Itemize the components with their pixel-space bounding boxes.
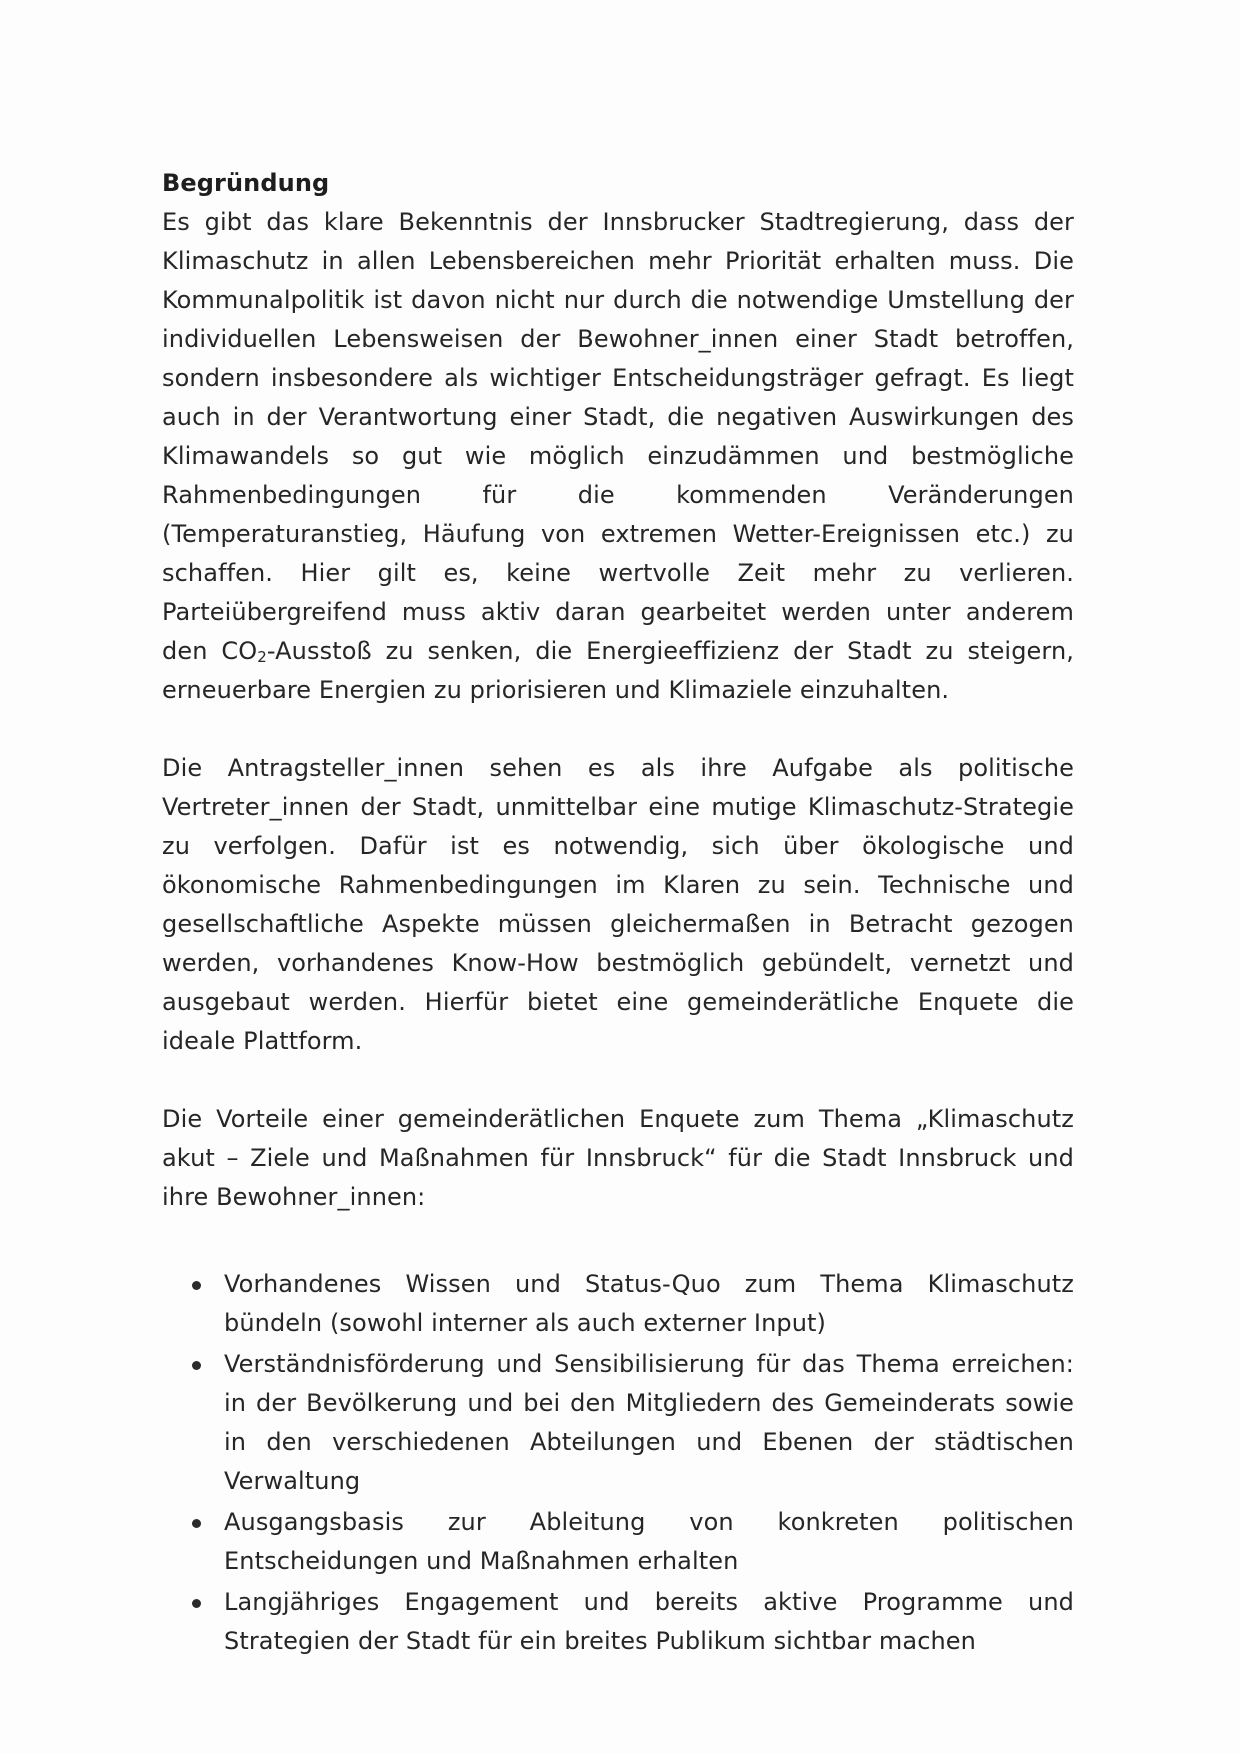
co2-subscript: 2 [257,648,267,666]
paragraph-justification-text-end: -Ausstoß zu senken, die Energieeffizienz der Stadt zu steigern, erneuerbare Energien zu priorisieren und Klimaziele einzuhalten. [162,637,1074,704]
list-item-text: Ausgangsbasis zur Ableitung von konkreten politischen Entscheidungen und Maßnahmen erhalten [224,1508,1074,1575]
advantages-list [162,1265,1074,1661]
bullet-dot-icon [192,1361,201,1370]
paragraph-applicants: Die Antragsteller_innen sehen es als ihre Aufgabe als politische Vertreter_innen der Stadt, unmittelbar eine mutige Klimaschutz-Strategie zu verfolgen. Dafür ist es notwendig, sich über ökologische und ökonomische Rahmenbedingungen im Klaren zu sein. Technische und gesellschaftliche Aspekte müssen gleichermaßen in Betracht gezogen werden, vorhandenes Know-How bestmöglich gebündelt, vernetzt und ausgebaut werden. Hierfür bietet eine gemeinderätliche Enquete die ideale Plattform. [162,754,1074,1055]
list-item-text: Vorhandenes Wissen und Status-Quo zum Thema Klimaschutz bündeln (sowohl interner als auch externer Input) [224,1270,1074,1337]
bullet-dot-icon [192,1281,201,1290]
paragraph-justification [162,203,1074,710]
list-item-text: Verständnisförderung und Sensibilisierung für das Thema erreichen: in der Bevölkerung und bei den Mitgliedern des Gemeinderats sowie in den verschiedenen Abteilungen und Ebenen der städtischen Verwaltung [224,1350,1074,1495]
list-item [162,1583,1074,1661]
list-item [162,1345,1074,1501]
bullet-dot-icon [192,1599,201,1608]
section-heading: Begründung [162,169,330,197]
paragraph-advantages-intro: Die Vorteile einer gemeinderätlichen Enquete zum Thema „Klimaschutz akut – Ziele und Maßnahmen für Innsbruck“ für die Stadt Innsbruck und ihre Bewohner_innen: [162,1105,1074,1211]
document-body [162,164,1074,1663]
paragraph-justification-text-start: Es gibt das klare Bekenntnis der Innsbrucker Stadtregierung, dass der Klimaschutz in allen Lebensbereichen mehr Priorität erhalten muss. Die Kommunalpolitik ist davon nicht nur durch die notwendige Umstellung der individuellen Lebensweisen der Bewohner_innen einer Stadt betroffen, sondern insbesondere als wichtiger Entscheidungsträger gefragt. Es liegt auch in der Verantwortung einer Stadt, die negativen Auswirkungen des Klimawandels so gut wie möglich einzudämmen und bestmögliche Rahmenbedingungen für die kommenden Veränderungen (Temperaturanstieg, Häufung von extremen Wetter-Ereignissen etc.) zu schaffen. Hier gilt es, keine wertvolle Zeit mehr zu verlieren. Parteiübergreifend muss aktiv daran gearbeitet werden unter anderem den CO [162,208,1074,665]
list-item [162,1503,1074,1581]
list-item [162,1265,1074,1343]
list-item-text: Langjähriges Engagement und bereits aktive Programme und Strategien der Stadt für ein breites Publikum sichtbar machen [224,1588,1074,1655]
bullet-dot-icon [192,1519,201,1528]
